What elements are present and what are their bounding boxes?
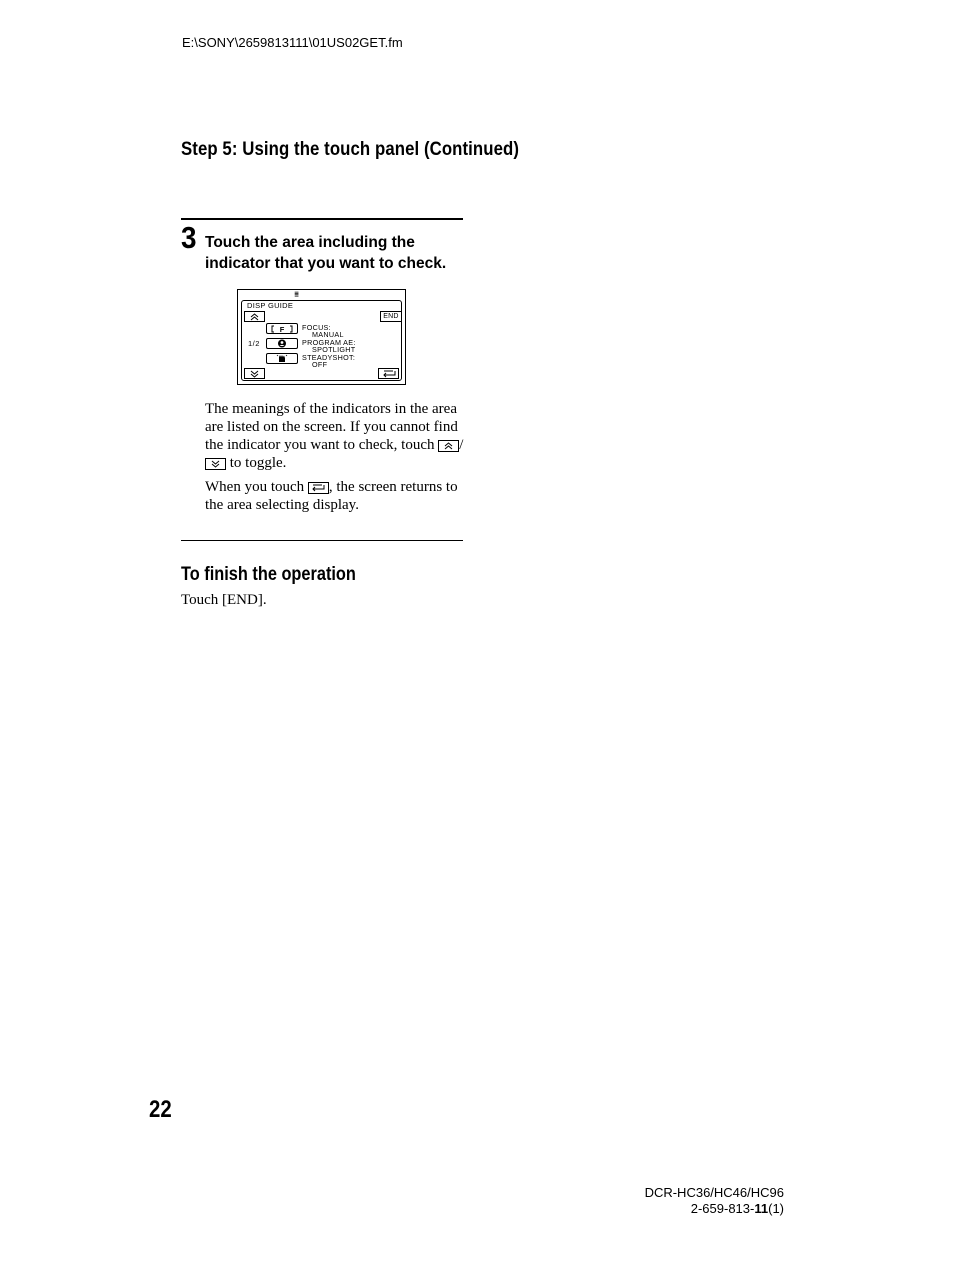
svg-text:F: F [279,324,285,333]
double-chevron-up-icon [443,442,454,450]
finish-heading: To finish the operation [181,564,356,585]
lcd-title: DISP GUIDE [247,301,294,310]
section-divider [181,540,463,541]
finish-text: Touch [END]. [181,592,267,608]
display-guide-icon: ≣ [294,292,300,298]
steadyshot-label: STEADYSHOT: [302,353,356,362]
code-suffix: (1) [768,1201,784,1216]
focus-manual-icon [266,323,298,334]
return-explanation [205,478,467,514]
p2-end: , the screen returns to the area selecting display. [205,479,458,513]
page-up-button-inline [438,440,459,452]
double-chevron-down-icon [249,370,260,378]
program-ae-label: PROGRAM AE: [302,338,356,347]
lcd-panel [241,300,402,381]
page-number: 22 [149,1096,172,1123]
program-ae-value: SPOTLIGHT [312,345,356,354]
lcd-screen-illustration [237,289,406,385]
model-numbers: DCR-HC36/HC46/HC96 [644,1185,784,1200]
page-down-button-inline [205,458,226,470]
focus-label: FOCUS: [302,323,331,332]
document-code [645,1201,784,1217]
section-title: Step 5: Using the touch panel (Continued) [181,138,519,160]
return-button-inline [308,482,329,494]
return-arrow-icon [310,484,326,492]
p1-separator: / [459,437,464,453]
p2-start: When you touch [205,479,305,495]
lcd-end-button[interactable]: END [380,311,402,322]
code-prefix: 2-659-813- [690,1201,755,1216]
lcd-return-button[interactable] [378,368,399,379]
double-chevron-down-icon [210,460,221,468]
step-instruction: Touch the area including the indicator that you want to check. [205,234,447,272]
lcd-page-up-button[interactable] [244,311,265,322]
p1-end: to toggle. [229,455,287,471]
footer-model-info [645,1185,784,1217]
p1-text: The meanings of the indicators in the area are listed on the screen. If you cannot find the indicator you want to check, touch [205,401,458,453]
file-path: E:\SONY\2659813111\01US02GET.fm [182,35,403,50]
steadyshot-off-icon [266,353,298,364]
spotlight-icon [266,338,298,349]
lcd-page-down-button[interactable] [244,368,265,379]
step-number: 3 [181,220,197,255]
code-bold: 11 [754,1201,769,1216]
indicator-explanation [205,400,467,472]
steadyshot-value: OFF [312,360,328,369]
lcd-page-indicator: 1/2 [248,339,260,348]
step-divider [181,218,463,220]
return-arrow-icon [381,370,397,378]
focus-value: MANUAL [312,330,344,339]
double-chevron-up-icon [249,313,260,321]
